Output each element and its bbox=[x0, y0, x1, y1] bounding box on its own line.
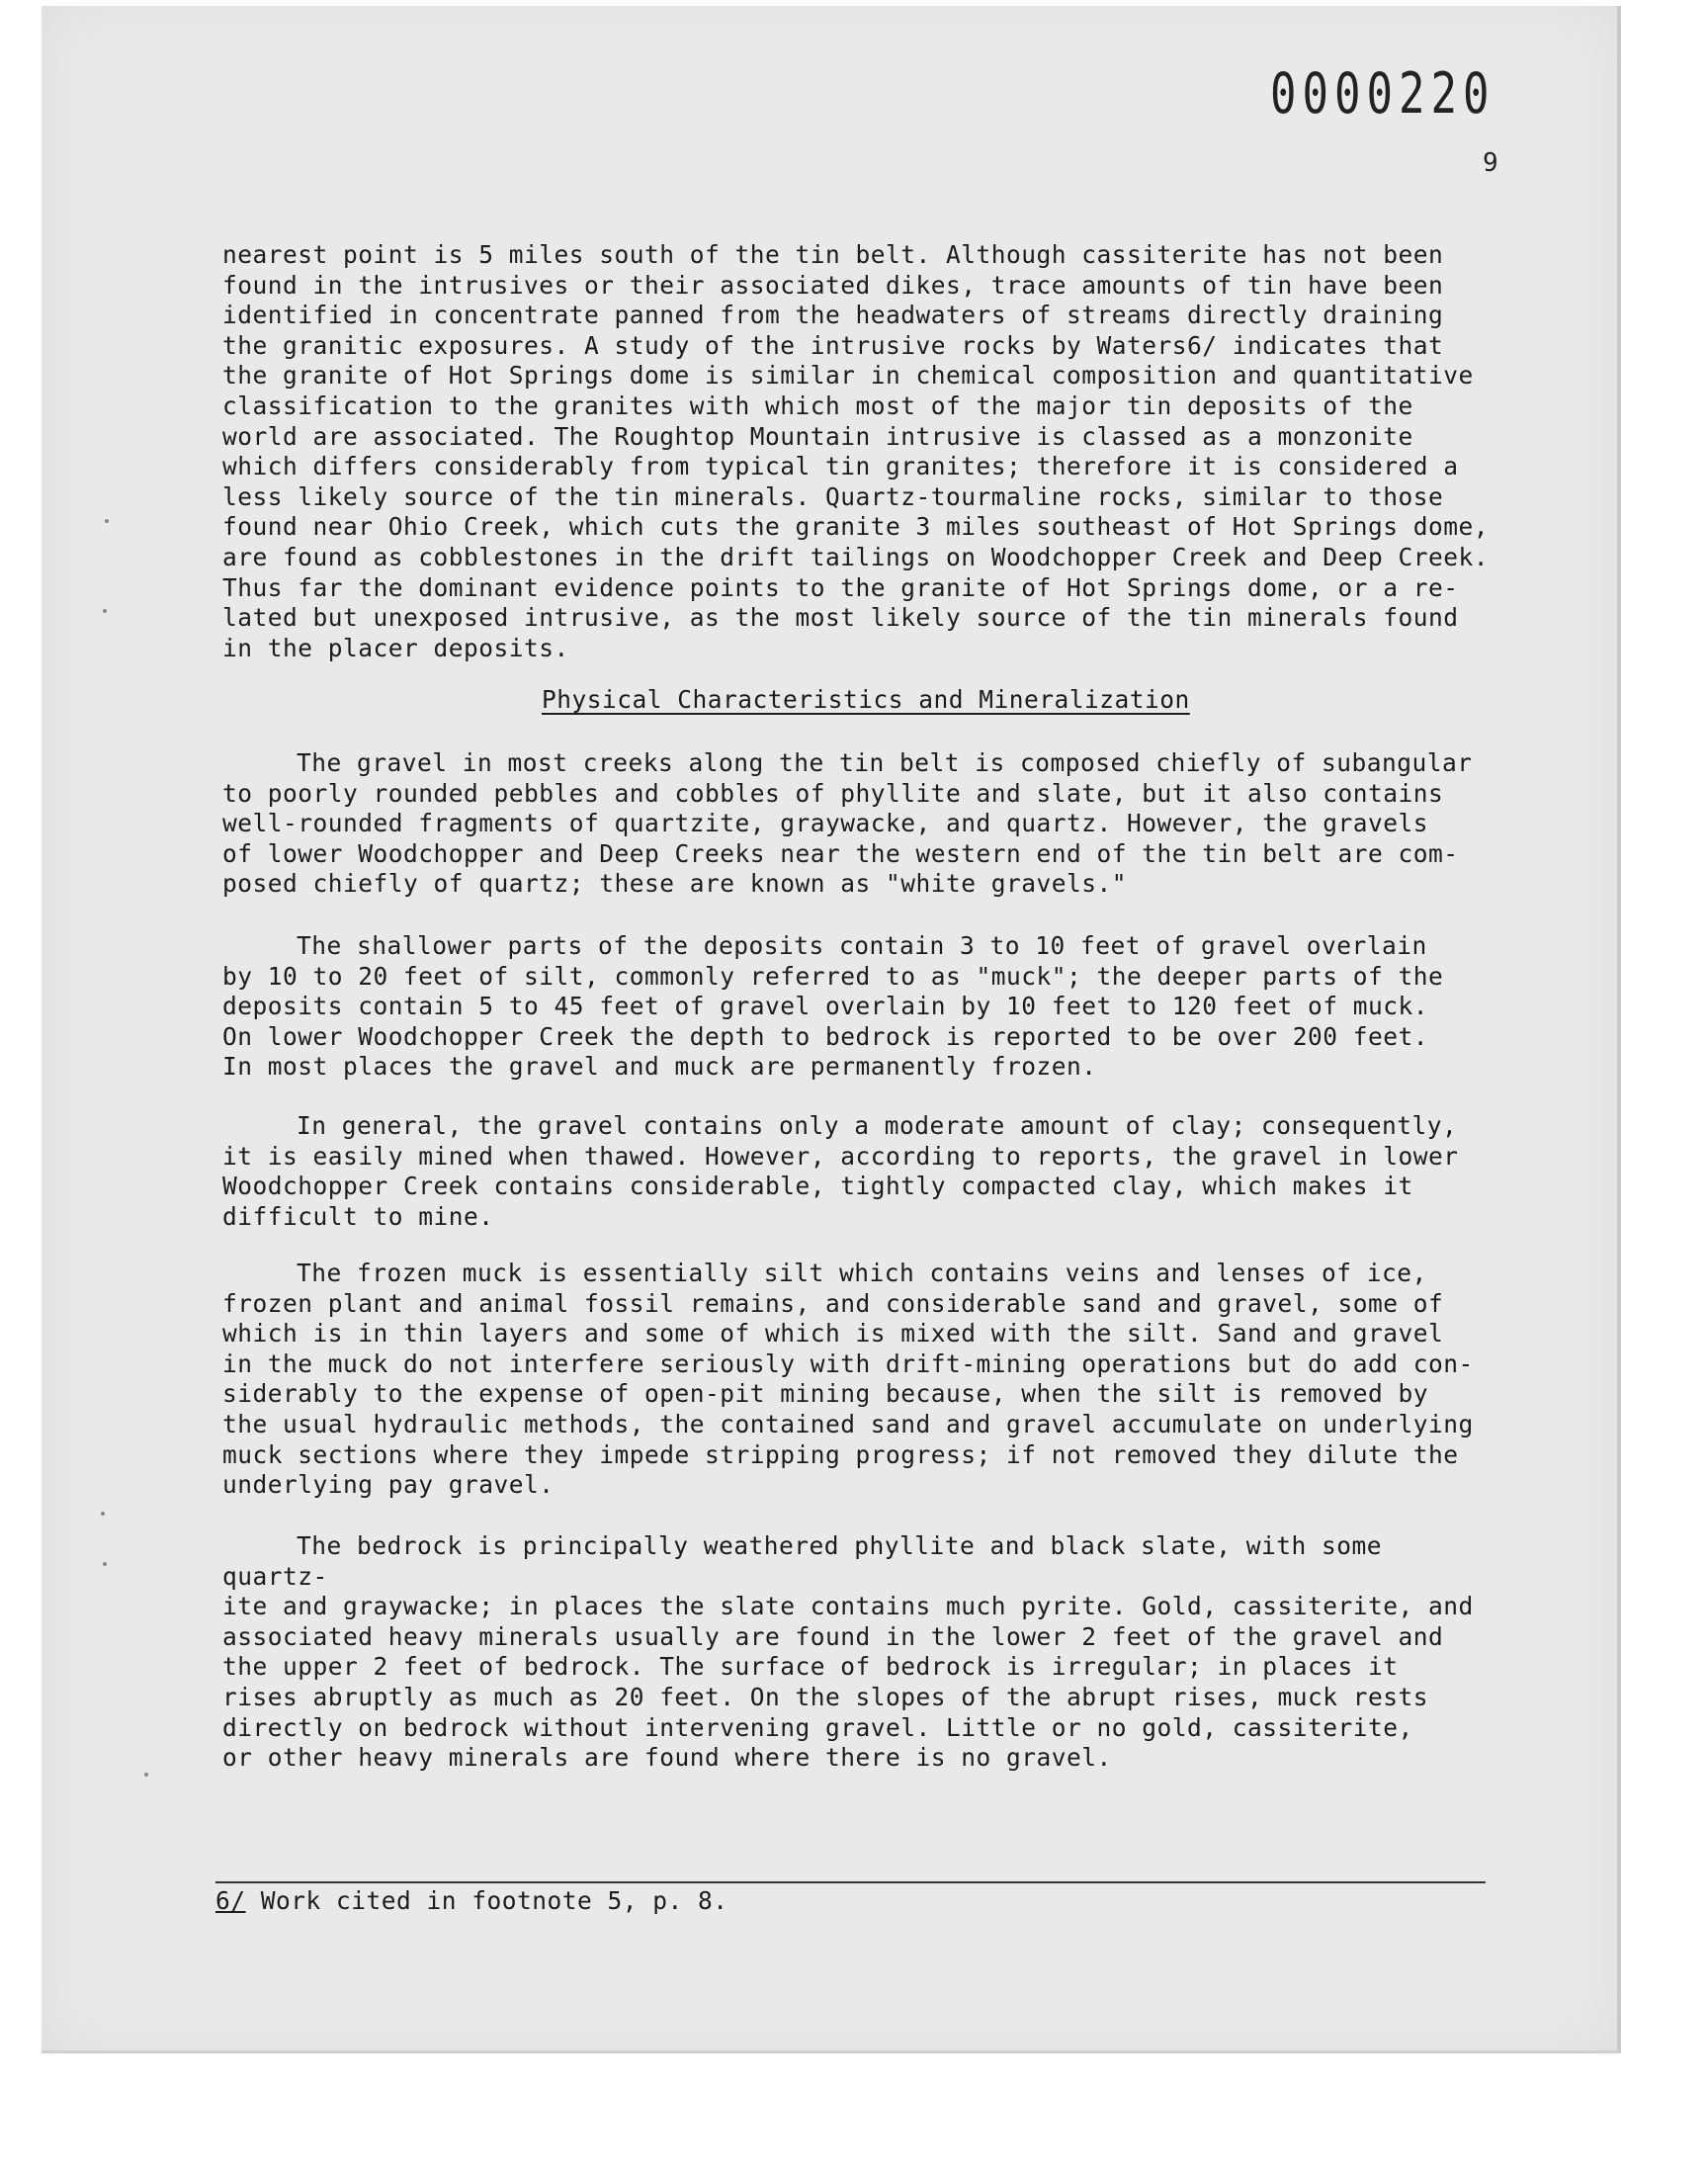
paragraph-1-block bbox=[222, 748, 1497, 900]
margin-speck bbox=[144, 1773, 148, 1777]
margin-speck bbox=[103, 609, 107, 613]
paragraph-5-block bbox=[222, 1531, 1497, 1774]
footnote-divider bbox=[215, 1881, 1486, 1883]
paragraph-bedrock: The bedrock is principally weathered phyllite and black slate, with some quartz- ite and graywacke; in places the slate contains much pyrite. Gold, cassiterite, and associated heavy minerals usually are found in the lower 2 feet of the gravel and the upper 2 feet of bedrock. The surface of bedrock is irregular; in places it rises abruptly as much as 20 feet. On the slopes of the abrupt rises, muck rests directly on bedrock without intervening gravel. Little or no gold, cassiterite, or other heavy minerals are found where there is no gravel. bbox=[222, 1531, 1474, 1773]
margin-speck bbox=[105, 519, 109, 523]
footnote-text: Work cited in footnote 5, p. 8. bbox=[245, 1886, 728, 1915]
footnote-marker: 6/ bbox=[215, 1886, 246, 1915]
page-number: 9 bbox=[1483, 148, 1498, 178]
margin-speck bbox=[101, 1512, 105, 1516]
paragraph-4-block bbox=[222, 1259, 1497, 1501]
paragraph-2-block bbox=[222, 931, 1497, 1083]
paragraph-frozen-muck: The frozen muck is essentially silt which contains veins and lenses of ice, frozen plant and animal fossil remains, and considerable sand and gravel, some of which is in thin layers and some of which is mixed with the silt. Sand and gravel in the muck do not interfere seriously with drift-mining operations but do add con- siderably to the expense of open-pit mining because, when the silt is removed by the usual hydraulic methods, the contained sand and gravel accumulate on underlying muck sections where they impede stripping progress; if not removed they dilute the underlying pay gravel. bbox=[222, 1259, 1474, 1500]
margin-speck bbox=[103, 1562, 107, 1566]
section-heading: Physical Characteristics and Mineralization bbox=[542, 685, 1190, 714]
page-bottom-margin bbox=[0, 2072, 1708, 2175]
intro-paragraph: nearest point is 5 miles south of the tin belt. Although cassiterite has not been found in the intrusives or their associated dikes, trace amounts of tin have been identified in concentrate panned from the headwaters of streams directly draining the granitic exposures. A study of the intrusive rocks by Waters6/ indicates that the granite of Hot Springs dome is similar in chemical composition and quantitative classification to the granites with which most of the major tin deposits of the world are associated. The Roughtop Mountain intrusive is classed as a monzonite which differs considerably from typical tin granites; therefore it is considered a less likely source of the tin minerals. Quartz-tourmaline rocks, similar to those found near Ohio Creek, which cuts the granite 3 miles southeast of Hot Springs dome, are found as cobblestones in the drift tailings on Woodchopper Creek and Deep Creek. Thus far the dominant evidence points to the granite of Hot Springs dome, or a re- lated but unexposed intrusive, as the most likely source of the tin minerals found in the placer deposits. bbox=[222, 240, 1490, 662]
footnote bbox=[215, 1886, 728, 1915]
paragraph-deposit-depths: The shallower parts of the deposits contain 3 to 10 feet of gravel overlain by 10 to 20 feet of silt, commonly referred to as "muck"; the deeper parts of the deposits contain 5 to 45 feet of gravel overlain by 10 feet to 120 feet of muck. On lower Woodchopper Creek the depth to bedrock is reported to be over 200 feet. In most places the gravel and muck are permanently frozen. bbox=[222, 931, 1444, 1082]
paragraph-gravel-composition: The gravel in most creeks along the tin belt is composed chiefly of subangular to poorly rounded pebbles and cobbles of phyllite and slate, but it also contains well-rounded fragments of quartzite, graywacke, and quartz. However, the gravels of lower Woodchopper and Deep Creeks near the western end of the tin belt are com- posed chiefly of quartz; these are known as "white gravels." bbox=[222, 748, 1473, 899]
intro-paragraph-block bbox=[222, 240, 1497, 663]
paragraph-3-block bbox=[222, 1111, 1497, 1232]
document-number: 0000220 bbox=[1270, 61, 1495, 128]
paragraph-clay-content: In general, the gravel contains only a moderate amount of clay; consequently, it is easily mined when thawed. However, according to reports, the gravel in lower Woodchopper Creek contains considerable, tightly compacted clay, which makes it difficult to mine. bbox=[222, 1111, 1459, 1231]
